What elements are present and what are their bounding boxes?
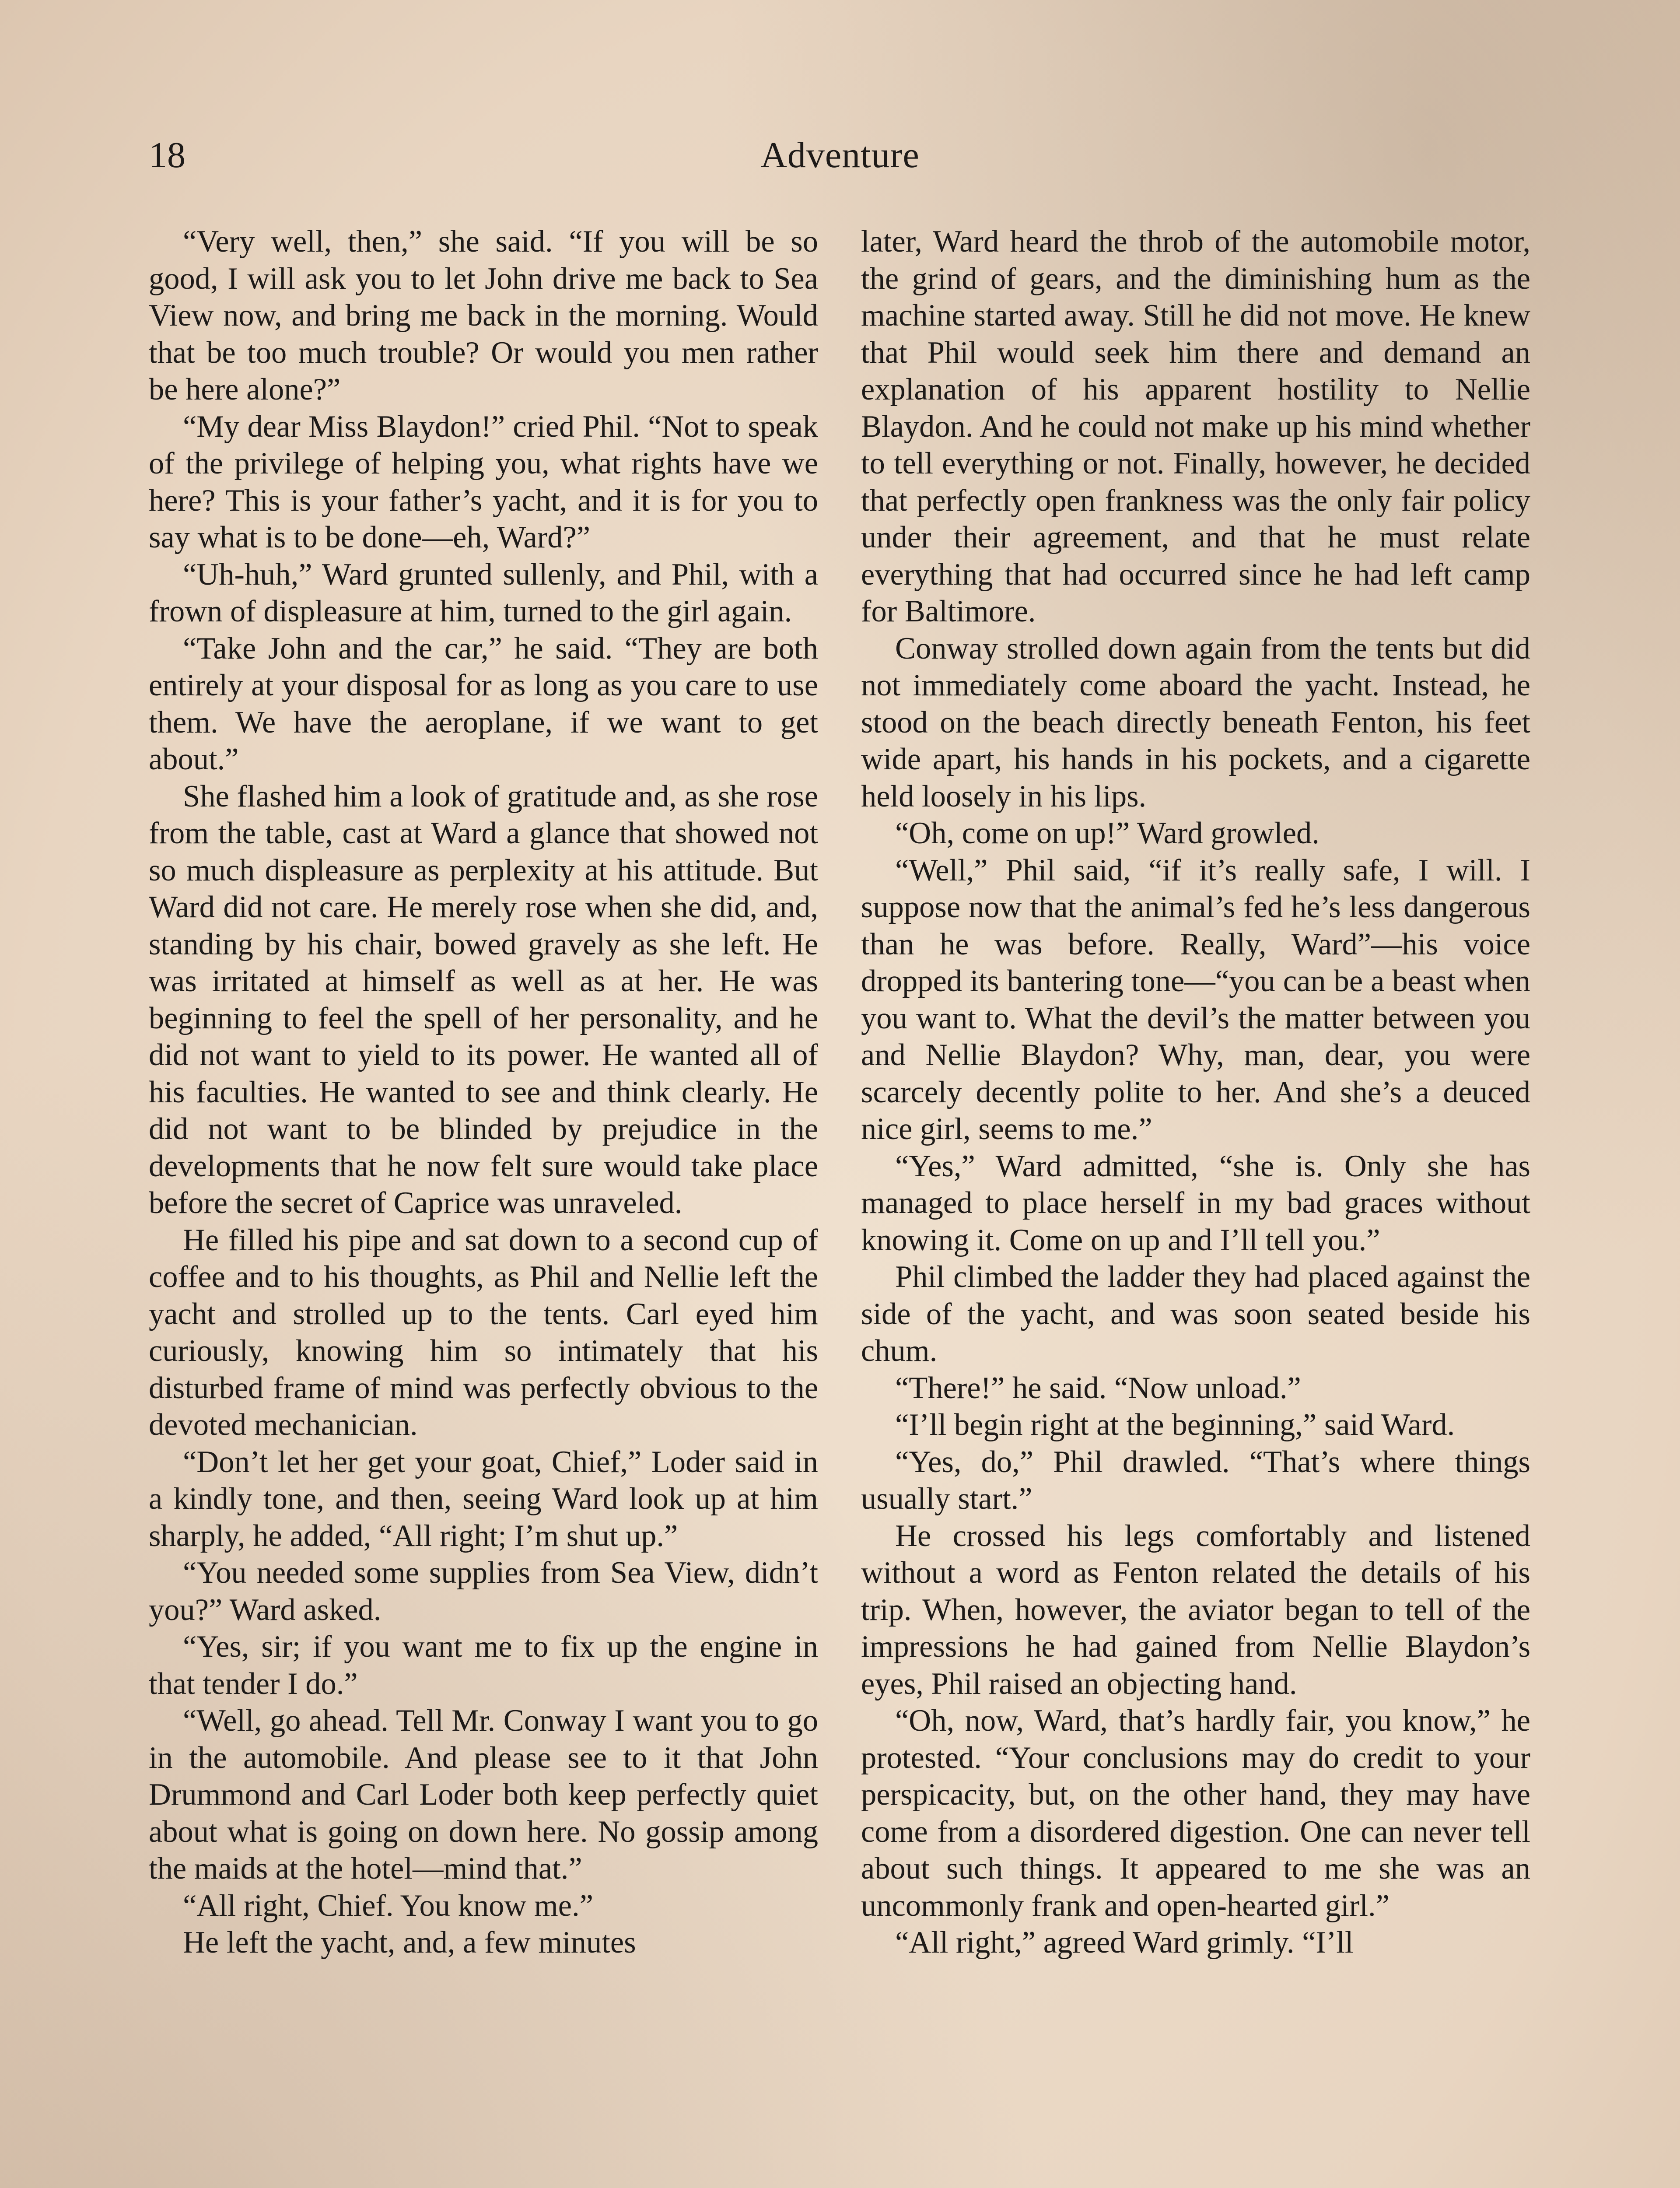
- paragraph: “Well,” Phil said, “if it’s really safe, I will. I suppose now that the animal’s fed he’s less dangerous than he was before. Really, Ward”—his voice dropped its bantering tone—“you can be a beast when you want to. What the devil’s the matter between you and Nellie Blaydon? Why, man, dear, you were scarcely decently polite to her. And she’s a deuced nice girl, seems to me.”: [861, 853, 1530, 1146]
- paragraph: “All right,” agreed Ward grimly. “I’ll: [895, 1925, 1354, 1960]
- page-number: 18: [149, 135, 186, 175]
- paragraph: “There!” he said. “Now unload.”: [895, 1371, 1301, 1405]
- paragraph: “I’ll begin right at the beginning,” said Ward.: [895, 1408, 1455, 1442]
- paragraph: “Yes,” Ward admitted, “she is. Only she has managed to place herself in my bad graces without knowing it. Come on up and I’ll tell you.”: [861, 1149, 1530, 1257]
- page-header: [149, 131, 1531, 184]
- paragraph: “You needed some supplies from Sea View, didn’t you?” Ward asked.: [149, 1556, 818, 1627]
- paragraph: “All right, Chief. You know me.”: [183, 1888, 593, 1923]
- paragraph: “Well, go ahead. Tell Mr. Conway I want you to go in the automobile. And please see to it that John Drummond and Carl Loder both keep perfectly quiet about what is going on down here. No gossip among the maids at the hotel—mind that.”: [149, 1704, 818, 1886]
- paragraph: He filled his pipe and sat down to a second cup of coffee and to his thoughts, as Phil and Nellie left the yacht and strolled up to the tents. Carl eyed him curiously, knowing him so intimately that his disturbed frame of mind was perfectly obvious to the devoted mechanician.: [149, 1223, 818, 1442]
- paragraph: “My dear Miss Blaydon!” cried Phil. “Not to speak of the privilege of helping you, what rights have we here? This is your father’s yacht, and it is for you to say what is to be done—eh, Ward?”: [149, 409, 818, 554]
- paragraph: “Yes, sir; if you want me to fix up the engine in that tender I do.”: [149, 1630, 818, 1701]
- paragraph: Conway strolled down again from the tents but did not immediately come aboard the yacht. Instead, he stood on the beach directly beneath Fenton, his feet wide apart, his hands in his pockets, and a cigarette held loosely in his lips.: [861, 631, 1530, 813]
- paragraph: Phil climbed the ladder they had placed against the side of the yacht, and was soon seated beside his chum.: [861, 1260, 1530, 1368]
- running-title: Adventure: [760, 135, 920, 175]
- left-column: [149, 223, 818, 1961]
- paragraph-continuation: later, Ward heard the throb of the automobile motor, the grind of gears, and the diminishing hum as the machine started away. Still he did not move. He knew that Phil would seek him there and demand an explanation of his apparent hostility to Nellie Blaydon. And he could not make up his mind whether to tell everything or not. Finally, however, he decided that perfectly open frankness was the only fair policy under their agreement, and that he must relate everything that had occurred since he had left camp for Baltimore.: [861, 224, 1530, 628]
- paragraph: She flashed him a look of gratitude and, as she rose from the table, cast at Ward a glance that showed not so much displeasure as perplexity at his attitude. But Ward did not care. He merely rose when she did, and, standing by his chair, bowed gravely as she left. He was irritated at himself as well as at her. He was beginning to feel the spell of her personality, and he did not want to yield to its power. He wanted all of his faculties. He wanted to see and think clearly. He did not want to be blinded by prejudice in the developments that he now felt sure would take place before the secret of Caprice was unraveled.: [149, 779, 818, 1220]
- paragraph: “Oh, now, Ward, that’s hardly fair, you know,” he protested. “Your conclusions may do credit to your perspicacity, but, on the other hand, they may have come from a disordered digestion. One can never tell about such things. It appeared to me she was an uncommonly frank and open-hearted girl.”: [861, 1704, 1530, 1923]
- paragraph: “Very well, then,” she said. “If you will be so good, I will ask you to let John drive me back to Sea View now, and bring me back in the morning. Would that be too much trouble? Or would you men rather be here alone?”: [149, 224, 818, 407]
- paragraph: “Take John and the car,” he said. “They are both entirely at your disposal for as long as you care to use them. We have the aeroplane, if we want to get about.”: [149, 631, 818, 776]
- paragraph: He crossed his legs comfortably and listened without a word as Fenton related the details of his trip. When, however, the aviator began to tell of the impressions he had gained from Nellie Blaydon’s eyes, Phil raised an objecting hand.: [861, 1518, 1530, 1701]
- paragraph: He left the yacht, and, a few minutes: [183, 1925, 636, 1960]
- paragraph: “Uh-huh,” Ward grunted sullenly, and Phil, with a frown of displeasure at him, turned to the girl again.: [149, 557, 818, 628]
- paragraph: “Oh, come on up!” Ward growled.: [895, 816, 1320, 850]
- right-column: [861, 223, 1530, 1961]
- paragraph: “Don’t let her get your goat, Chief,” Loder said in a kindly tone, and then, seeing Ward look up at him sharply, he added, “All right; I’m shut up.”: [149, 1445, 818, 1553]
- paragraph: “Yes, do,” Phil drawled. “That’s where things usually start.”: [861, 1445, 1530, 1516]
